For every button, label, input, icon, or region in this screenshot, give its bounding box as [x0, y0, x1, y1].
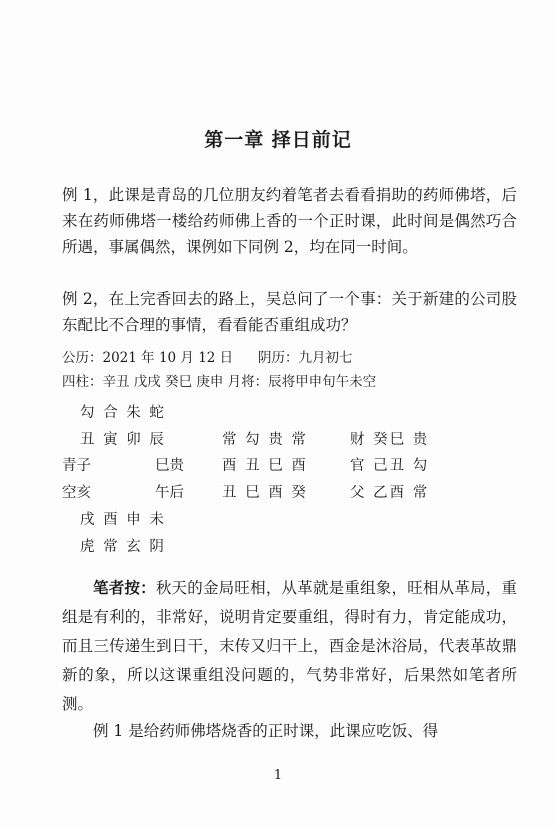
left-block-row-4-left: 空亥: [62, 485, 91, 501]
paragraph-continuation: 例 1 是给药师佛塔烧香的正时课，此课应吃饭、得: [93, 722, 439, 740]
left-block-row-5: 戌 酉 申 未: [80, 512, 166, 528]
right-block-row-3: 父 乙酉 常: [350, 485, 430, 501]
left-block-row-1: 勾 合 朱 蛇: [80, 405, 166, 421]
right-block-row-1: 财 癸巳 贵: [350, 432, 430, 448]
left-block-row-2: 丑 寅 卯 辰: [80, 432, 166, 448]
page-number: 1: [273, 768, 283, 783]
right-block-row-2: 官 己丑 勾: [350, 458, 430, 474]
left-block-row-3-right: 巳贵: [155, 458, 184, 474]
author-note-label: 笔者按：: [93, 578, 156, 597]
middle-block-row-3: 丑 巳 酉 癸: [222, 485, 308, 501]
lunar-date: 阴历：九月初七: [258, 350, 353, 366]
author-note-text: 秋天的金局旺相，从革就是重组象，旺相从革局，重组是有利的，非常好，说明肯定要重组，得时有力，肯定能成功，而且三传递生到日干，末传又归干上，酉金是沐浴局，代表革故鼎新的象，所以这课重组没问题的，气势非常好，后果然如笔者所测。: [62, 579, 517, 713]
author-note: [62, 573, 517, 719]
paragraph-example-1: 例 1，此课是青岛的几位朋友约着笔者去看看捐助的药师佛塔，后来在药师佛塔一楼给药师佛上香的一个正时课，此时间是偶然巧合所遇，事属偶然，课例如下同例 2，均在同一时间。: [62, 186, 517, 256]
middle-block-row-2: 酉 丑 巳 酉: [222, 458, 308, 474]
paragraph-example-2: 例 2，在上完香回去的路上，吴总问了一个事：关于新建的公司股东配比不合理的事情，看看能否重组成功？: [62, 290, 517, 334]
gregorian-date: 公历：2021 年 10 月 12 日: [62, 350, 234, 366]
chapter-title: 第一章 择日前记: [204, 129, 352, 151]
left-block-row-4-right: 午后: [155, 485, 184, 501]
left-block-row-6: 虎 常 玄 阴: [80, 539, 166, 555]
middle-block-row-1: 常 勾 贵 常: [222, 432, 308, 448]
four-pillars: 四柱：辛丑 戊戌 癸巳 庚申 月将：辰将甲申旬午未空: [62, 374, 377, 390]
left-block-row-3-left: 青子: [62, 458, 91, 474]
